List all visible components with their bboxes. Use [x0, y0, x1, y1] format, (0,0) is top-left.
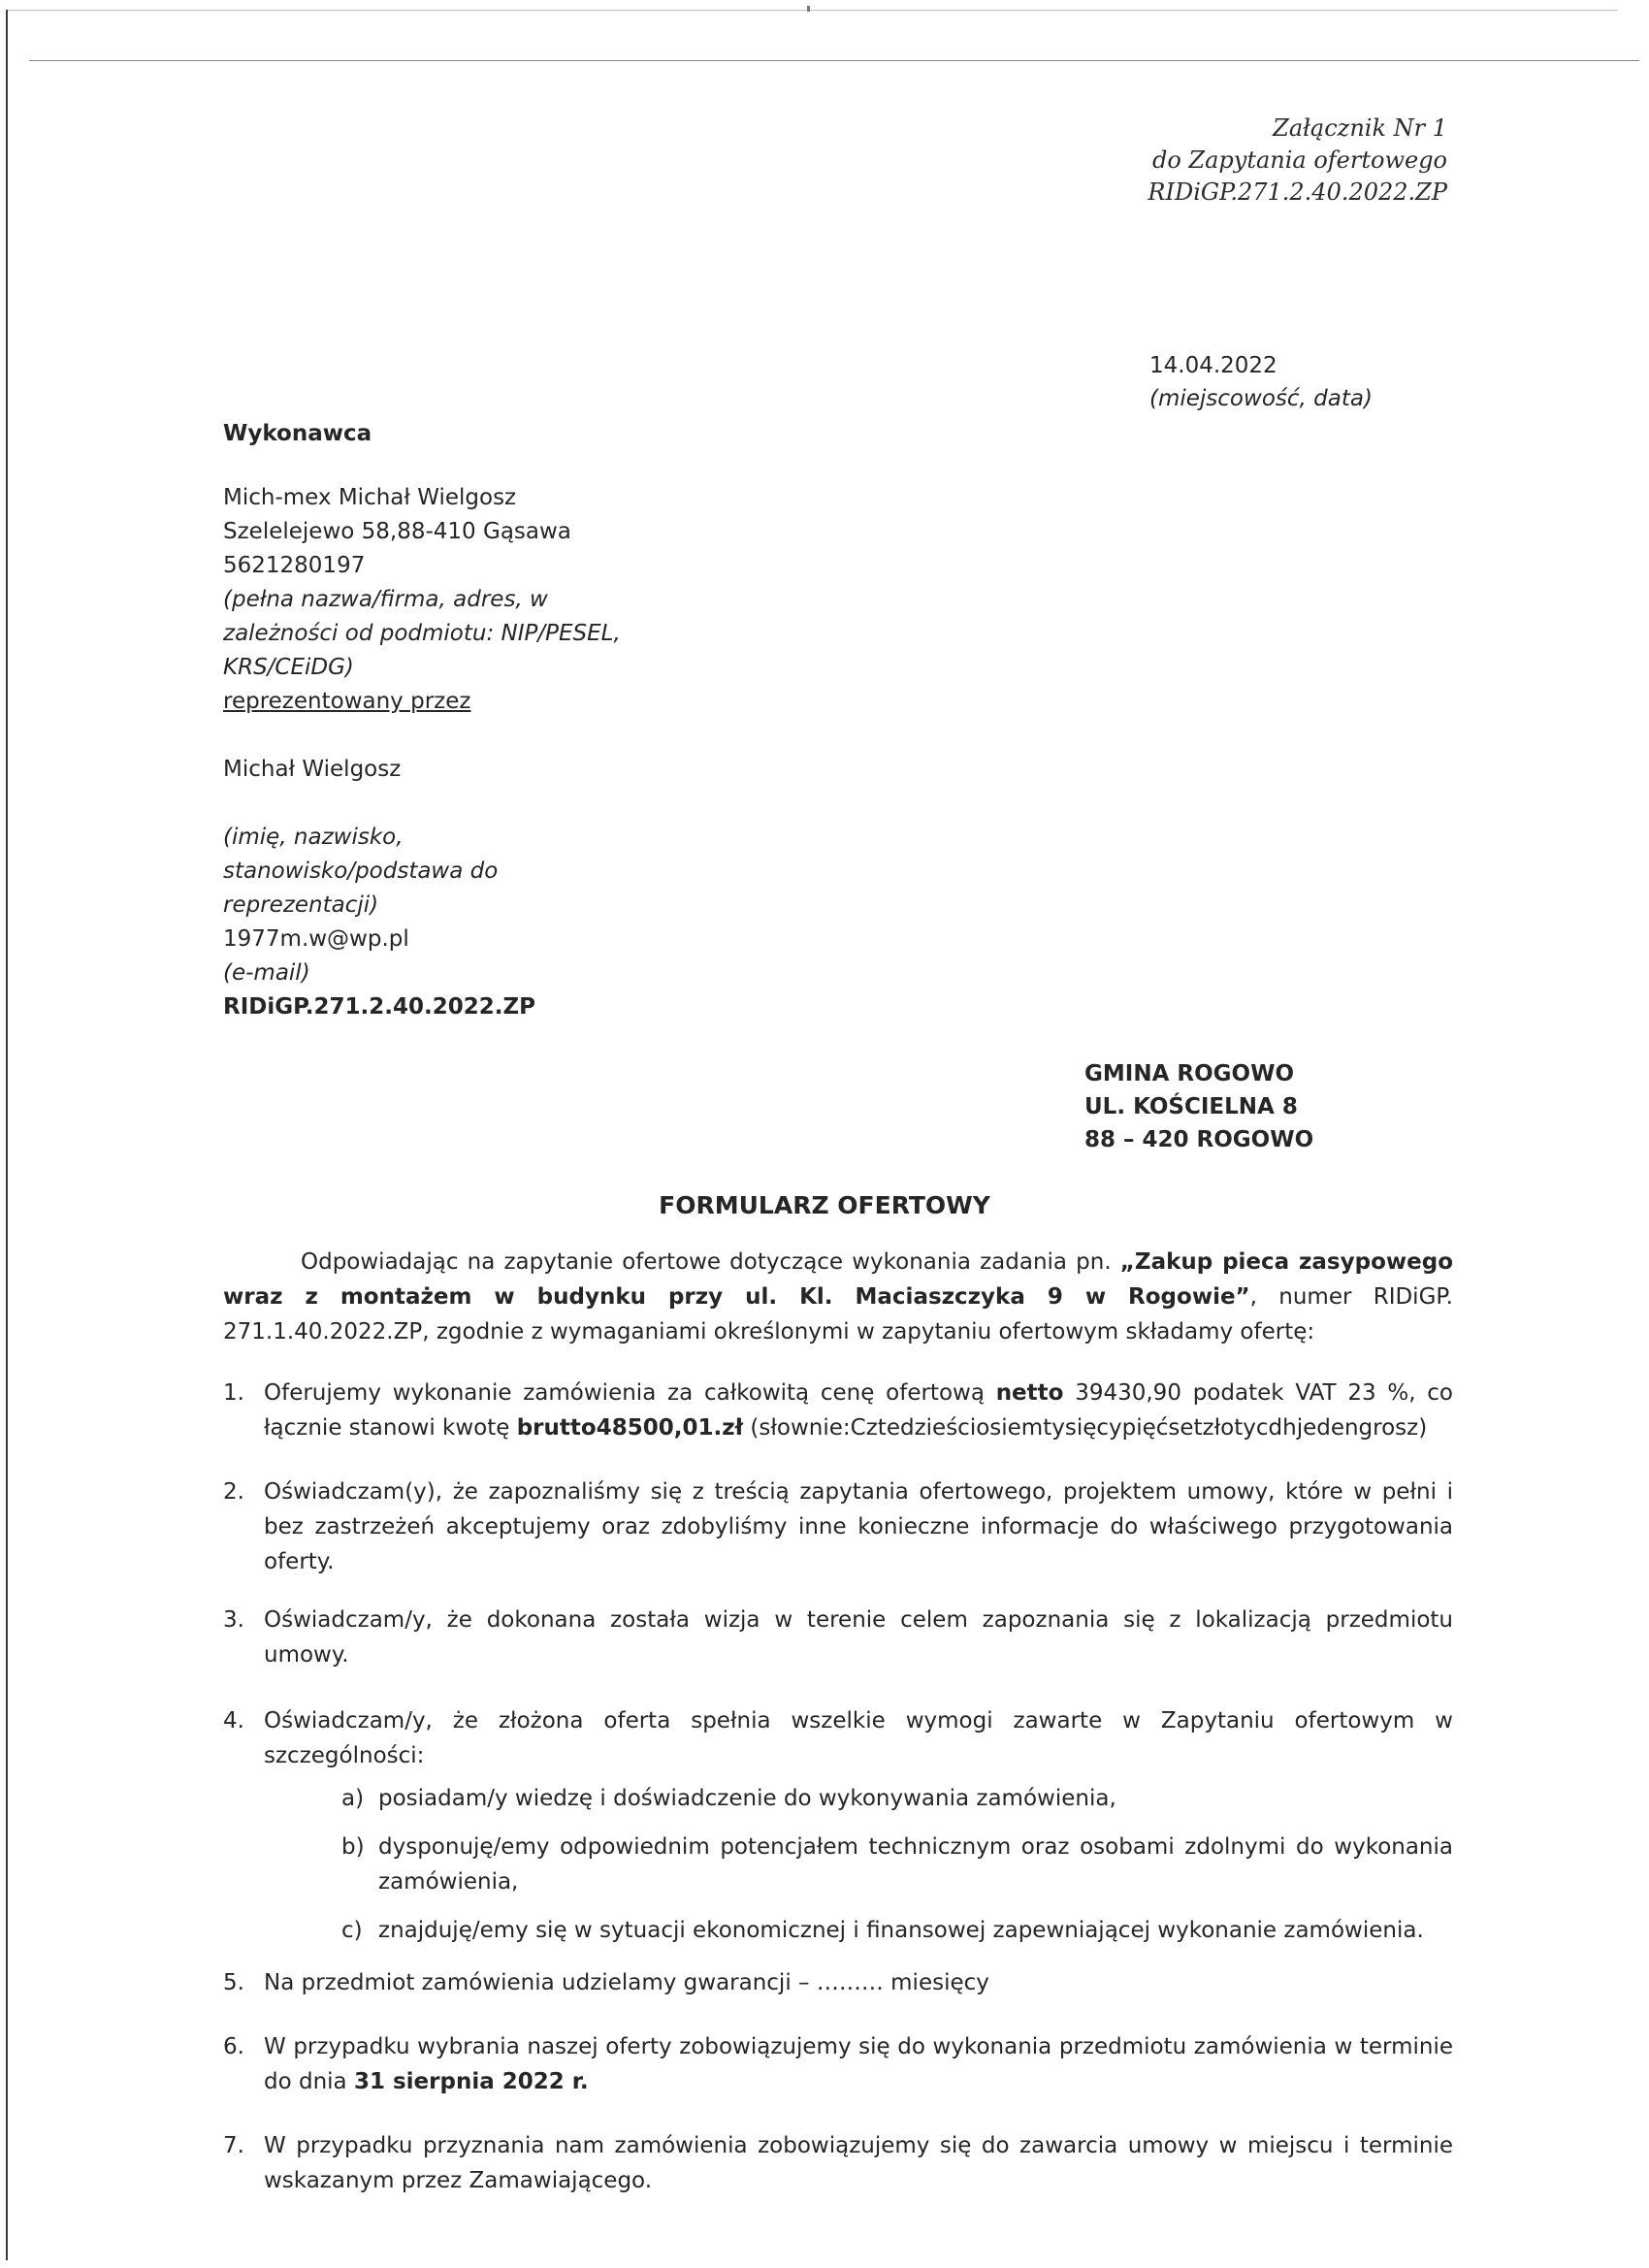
- contractor-heading: Wykonawca: [223, 421, 372, 446]
- recipient-line-2: UL. KOŚCIELNA 8: [1084, 1094, 1298, 1119]
- sub-item-text: dysponuję/emy odpowiednim potencjałem technicznym oraz osobami zdolnymi do wykonania zamówienia,: [378, 1834, 1453, 1895]
- list-item: [223, 1965, 1453, 2000]
- attachment-header: [1148, 113, 1447, 209]
- attachment-number: Załącznik Nr 1: [1273, 114, 1447, 142]
- item6-text: W przypadku wybrania naszej oferty zobowiązujemy się do wykonania przedmiotu zamówienia w terminie do dnia: [264, 2034, 1453, 2094]
- item2-text: Oświadczam(y), że zapoznaliśmy się z treścią zapytania ofertowego, projektem umowy, które w pełni i bez zastrzeżeń akceptujemy oraz zdobyliśmy inne konieczne informacje do właściwego przygotowania oferty.: [264, 1479, 1453, 1574]
- item-number: 7.: [223, 2133, 244, 2158]
- sub-item-text: posiadam/y wiedzę i doświadczenie do wykonywania zamówienia,: [378, 1786, 1116, 1811]
- scan-mark: [807, 6, 810, 12]
- contractor-note-1: (pełna nazwa/firma, adres, w: [223, 587, 548, 612]
- date-note: (miejscowość, data): [1149, 386, 1373, 411]
- sub-item: [223, 1830, 1453, 1899]
- sub-item: [223, 1913, 1453, 1948]
- list-item: [223, 1376, 1453, 1445]
- item-number: 4.: [223, 1708, 244, 1733]
- item-number: 6.: [223, 2034, 244, 2059]
- item1-netto-label: netto: [995, 1380, 1064, 1406]
- intro-task-name: „Zakup pieca zasypowego wraz z montażem w budynku przy ul. Kl. Maciaszczyka 9 w Rogowie”: [223, 1249, 1453, 1310]
- item7-text: W przypadku przyznania nam zamówienia zobowiązujemy się do zawarcia umowy w miejscu i terminie wskazanym przez Zamawiającego.: [264, 2133, 1453, 2193]
- list-item: [223, 2029, 1453, 2099]
- contractor-block: [223, 417, 728, 1024]
- list-item: [223, 1474, 1453, 1579]
- recipient-line-1: GMINA ROGOWO: [1084, 1061, 1294, 1086]
- intro-text-b: , numer RIDiGP. 271.1.40.2022.ZP, zgodnie z wymaganiami określonymi w zapytaniu ofertowym składamy ofertę:: [223, 1284, 1453, 1345]
- email-note: (e-mail): [223, 960, 310, 986]
- attachment-reference: RIDiGP.271.2.40.2022.ZP: [1148, 178, 1447, 206]
- item6-deadline: 31 sierpnia 2022 r.: [353, 2069, 589, 2094]
- contractor-reference: RIDiGP.271.2.40.2022.ZP: [223, 994, 536, 1020]
- sub-item-letter: a): [341, 1786, 365, 1811]
- date-value: 14.04.2022: [1149, 353, 1277, 378]
- representative-note-3: reprezentacji): [223, 892, 379, 918]
- scan-edge-left: [6, 10, 8, 2260]
- item3-text: Oświadczam/y, że dokonana została wizja w terenie celem zapoznania się z lokalizacją przedmiotu umowy.: [264, 1607, 1453, 1668]
- item-number: 3.: [223, 1607, 244, 1633]
- item4-text: Oświadczam/y, że złożona oferta spełnia wszelkie wymogi zawarte w Zapytaniu ofertowym w szczególności:: [264, 1708, 1453, 1768]
- date-block: [1149, 349, 1373, 415]
- contractor-note-2: zależności od podmiotu: NIP/PESEL,: [223, 621, 621, 646]
- item-number: 1.: [223, 1380, 244, 1406]
- intro-text-a: Odpowiadając na zapytanie ofertowe dotyczące wykonania zadania pn.: [301, 1249, 1120, 1275]
- item-number: 2.: [223, 1479, 244, 1505]
- offer-items-list: [223, 1376, 1453, 2198]
- form-title: FORMULARZ OFERTOWY: [659, 1191, 990, 1219]
- list-item: [223, 1603, 1453, 1672]
- list-item: [223, 1703, 1453, 1773]
- contractor-note-3: KRS/CEiDG): [223, 655, 354, 680]
- representative-note-2: stanowisko/podstawa do: [223, 859, 499, 884]
- item-number: 5.: [223, 1970, 244, 1995]
- item1-text-b: 39430,90 podatek VAT 23 %, co łącznie stanowi kwotę: [264, 1380, 1453, 1441]
- sub-item: [223, 1781, 1453, 1816]
- recipient-line-3: 88 – 420 ROGOWO: [1084, 1127, 1314, 1152]
- attachment-subtitle: do Zapytania ofertowego: [1151, 146, 1447, 174]
- item1-brutto-amount: brutto48500,01.zł: [516, 1415, 744, 1441]
- contractor-address: Szelelejewo 58,88-410 Gąsawa: [223, 519, 571, 544]
- item1-text-c: (słownie:Cztedzieściosiemtysięcypięćsetzłotycdhjedengrosz): [743, 1415, 1428, 1441]
- representative-name: Michał Wielgosz: [223, 757, 402, 782]
- item1-text-a: Oferujemy wykonanie zamówienia za całkowitą cenę ofertową: [264, 1380, 996, 1406]
- item5-text: Na przedmiot zamówienia udzielamy gwarancji – ……… miesięcy: [264, 1970, 989, 1995]
- sub-item-letter: b): [341, 1834, 365, 1860]
- represented-label: reprezentowany przez: [223, 689, 471, 714]
- sub-item-text: znajduję/emy się w sytuacji ekonomicznej i finansowej zapewniającej wykonanie zamówienia.: [378, 1918, 1424, 1943]
- contractor-name: Mich-mex Michał Wielgosz: [223, 485, 517, 510]
- intro-paragraph: [223, 1245, 1453, 1349]
- representative-note-1: (imię, nazwisko,: [223, 825, 404, 850]
- contractor-email: 1977m.w@wp.pl: [223, 926, 409, 952]
- scan-edge-top-outer: [8, 10, 1618, 11]
- list-item: [223, 2128, 1453, 2198]
- contractor-nip: 5621280197: [223, 553, 366, 578]
- recipient-block: [1084, 1057, 1313, 1156]
- sub-item-letter: c): [341, 1918, 363, 1943]
- scan-edge-top: [29, 60, 1639, 61]
